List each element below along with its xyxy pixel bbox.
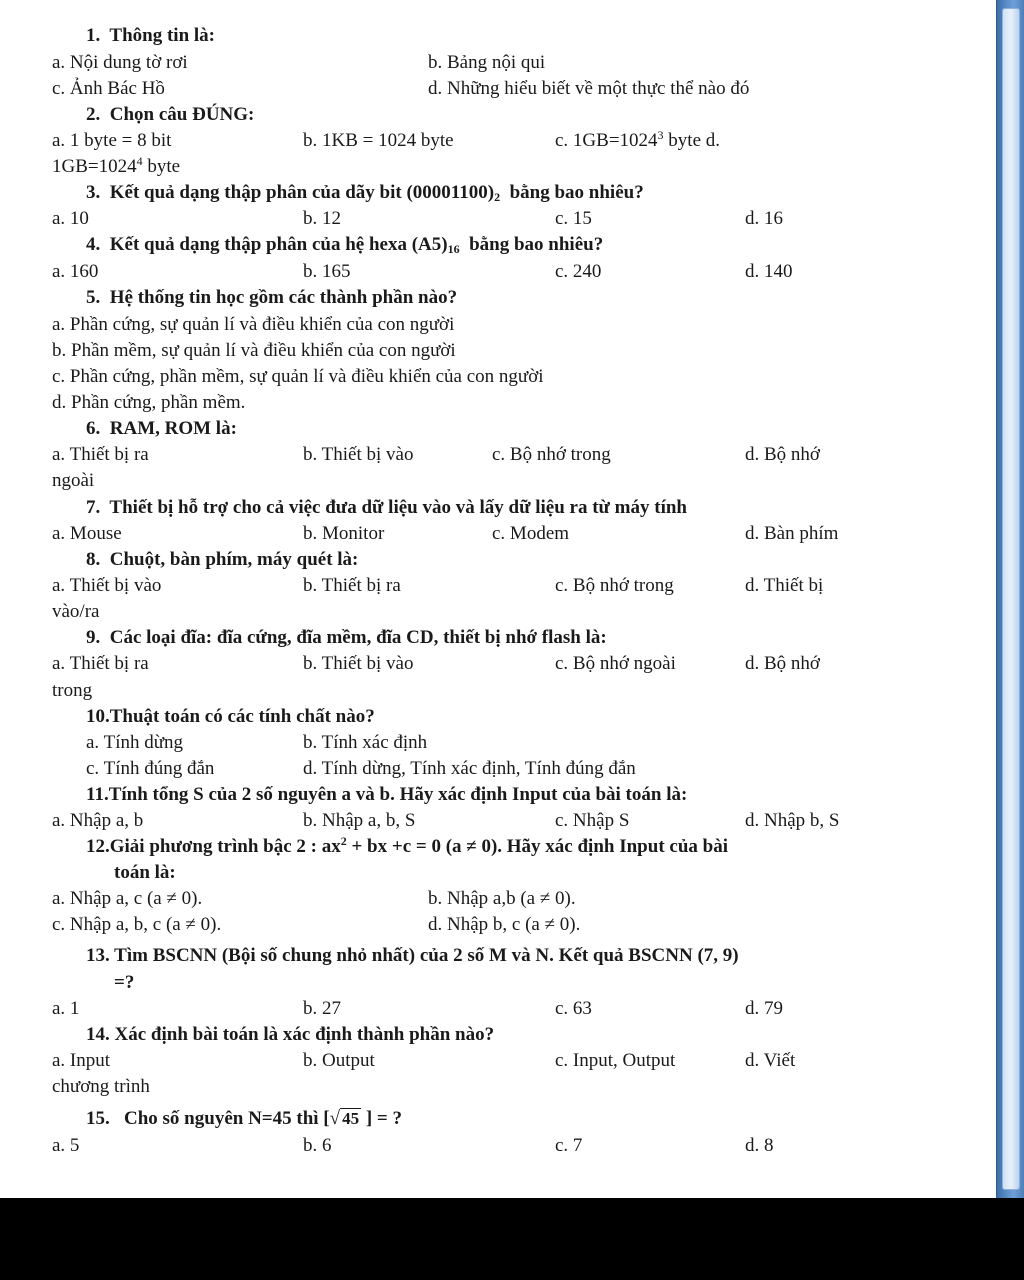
answer-option: d. 79 xyxy=(745,998,783,1019)
answer-option: d. Bộ nhớ xyxy=(745,444,820,465)
answer-option: a. 160 xyxy=(52,261,99,282)
answer-option: c. 240 xyxy=(555,261,602,282)
answer-option: d. 140 xyxy=(745,261,793,282)
answer-option: d. Nhập b, c (a ≠ 0). xyxy=(428,914,581,935)
answer-option: a. 10 xyxy=(52,208,89,229)
answer-option: c. 63 xyxy=(555,998,592,1019)
answer-option: d. Viết xyxy=(745,1050,796,1071)
question-9: 9. Các loại đĩa: đĩa cứng, đĩa mềm, đĩa CD, thiết bị nhớ flash là: xyxy=(86,627,607,648)
answer-option: ngoài xyxy=(52,470,95,491)
answer-option: a. Thiết bị ra xyxy=(52,444,149,465)
question-15: 15. Cho số nguyên N=45 thì [√ 45 ] = ? xyxy=(86,1108,402,1129)
answer-option: c. Bộ nhớ trong xyxy=(555,575,674,596)
answer-option: a. 1 xyxy=(52,998,80,1019)
question-8: 8. Chuột, bàn phím, máy quét là: xyxy=(86,549,359,570)
question-13-continued: =? xyxy=(114,972,135,993)
answer-option: b. Thiết bị ra xyxy=(303,575,401,596)
answer-option: c. Bộ nhớ ngoài xyxy=(555,653,676,674)
answer-option: d. 16 xyxy=(745,208,783,229)
answer-option: c. Nhập a, b, c (a ≠ 0). xyxy=(52,914,222,935)
answer-option: c. Nhập S xyxy=(555,810,630,831)
answer-option: d. Bộ nhớ xyxy=(745,653,820,674)
answer-option: vào/ra xyxy=(52,601,100,622)
answer-option: chương trình xyxy=(52,1076,150,1097)
answer-option: a. Thiết bị vào xyxy=(52,575,162,596)
question-3: 3. Kết quả dạng thập phân của dãy bit $(00001100)_2$ bằng bao nhiêu? xyxy=(86,182,644,204)
answer-option: c. Ảnh Bác Hồ xyxy=(52,78,165,99)
answer-option: a. 1 byte = 8 bit xyxy=(52,130,172,151)
answer-option: d. Bàn phím xyxy=(745,523,839,544)
question-12: 12.Giải phương trình bậc 2 : $ax^2$ + bx +c = 0 (a ≠ 0). Hãy xác định Input của bài xyxy=(86,834,728,857)
question-11: 11.Tính tổng S của 2 số nguyên a và b. Hãy xác định Input của bài toán là: xyxy=(86,784,688,805)
answer-option: trong xyxy=(52,680,93,701)
scrollbar-thumb[interactable] xyxy=(1002,8,1020,1190)
question-1: 1. Thông tin là: xyxy=(86,25,216,46)
answer-option: c. Bộ nhớ trong xyxy=(492,444,611,465)
answer-option: b. 12 xyxy=(303,208,341,229)
answer-option: b. Nhập a,b (a ≠ 0). xyxy=(428,888,576,909)
question-6: 6. RAM, ROM là: xyxy=(86,418,237,439)
square-root-radicand: 45 xyxy=(342,1109,360,1128)
question-13: 13. Tìm BSCNN (Bội số chung nhỏ nhất) của 2 số M và N. Kết quả BSCNN (7, 9) xyxy=(86,945,739,966)
question-14: 14. Xác định bài toán là xác định thành phần nào? xyxy=(86,1024,495,1045)
question-7: 7. Thiết bị hỗ trợ cho cả việc đưa dữ liệu vào và lấy dữ liệu ra từ máy tính xyxy=(86,497,688,518)
answer-option: b. 6 xyxy=(303,1135,332,1156)
answer-option: d. Thiết bị xyxy=(745,575,824,596)
answer-option: a. Phần cứng, sự quản lí và điều khiển của con người xyxy=(52,314,455,335)
answer-option: $1GB=1024^4$ byte xyxy=(52,154,181,177)
answer-option: a. Input xyxy=(52,1050,111,1071)
question-2: 2. Chọn câu ĐÚNG: xyxy=(86,104,255,125)
answer-option: b. Phần mềm, sự quản lí và điều khiển của con người xyxy=(52,340,456,361)
answer-option: c. 7 xyxy=(555,1135,583,1156)
answer-option: b. Nhập a, b, S xyxy=(303,810,416,831)
answer-option: b. 27 xyxy=(303,998,341,1019)
answer-option: b. Bảng nội qui xyxy=(428,52,546,73)
answer-option: b. Output xyxy=(303,1050,375,1071)
answer-option: b. 165 xyxy=(303,261,351,282)
answer-option: b. Thiết bị vào xyxy=(303,653,414,674)
answer-option: a. Nội dung tờ rơi xyxy=(52,52,188,73)
answer-option: c. $1GB=1024^3$ byte d. xyxy=(555,128,721,151)
answer-option: b. Monitor xyxy=(303,523,385,544)
answer-option: c. 15 xyxy=(555,208,592,229)
answer-option: a. Nhập a, b xyxy=(52,810,144,831)
question-4: 4. Kết quả dạng thập phân của hệ hexa $(A5)_{16}$ bằng bao nhiêu? xyxy=(86,234,604,256)
question-12-continued: toán là: xyxy=(114,862,176,883)
answer-option: b. Thiết bị vào xyxy=(303,444,414,465)
vertical-scrollbar[interactable] xyxy=(996,0,1024,1198)
answer-option: b. Tính xác định xyxy=(303,732,428,753)
screen-bottom-area xyxy=(0,1198,1024,1280)
answer-option: a. Mouse xyxy=(52,523,122,544)
answer-option: b. 1KB = 1024 byte xyxy=(303,130,454,151)
answer-option: c. Tính đúng đắn xyxy=(86,758,215,779)
answer-option: d. Tính dừng, Tính xác định, Tính đúng đắn xyxy=(303,758,636,779)
answer-option: d. 8 xyxy=(745,1135,774,1156)
answer-option: d. Nhập b, S xyxy=(745,810,840,831)
answer-option: a. Tính dừng xyxy=(86,732,184,753)
answer-option: c. Modem xyxy=(492,523,570,544)
answer-option: a. Nhập a, c (a ≠ 0). xyxy=(52,888,203,909)
answer-option: a. 5 xyxy=(52,1135,80,1156)
answer-option: c. Phần cứng, phần mềm, sự quản lí và điều khiển của con người xyxy=(52,366,544,387)
question-5: 5. Hệ thống tin học gồm các thành phần nào? xyxy=(86,287,458,308)
answer-option: d. Phần cứng, phần mềm. xyxy=(52,392,246,413)
answer-option: d. Những hiểu biết về một thực thể nào đó xyxy=(428,78,750,99)
answer-option: c. Input, Output xyxy=(555,1050,676,1071)
question-10: 10.Thuật toán có các tính chất nào? xyxy=(86,706,375,727)
answer-option: a. Thiết bị ra xyxy=(52,653,149,674)
